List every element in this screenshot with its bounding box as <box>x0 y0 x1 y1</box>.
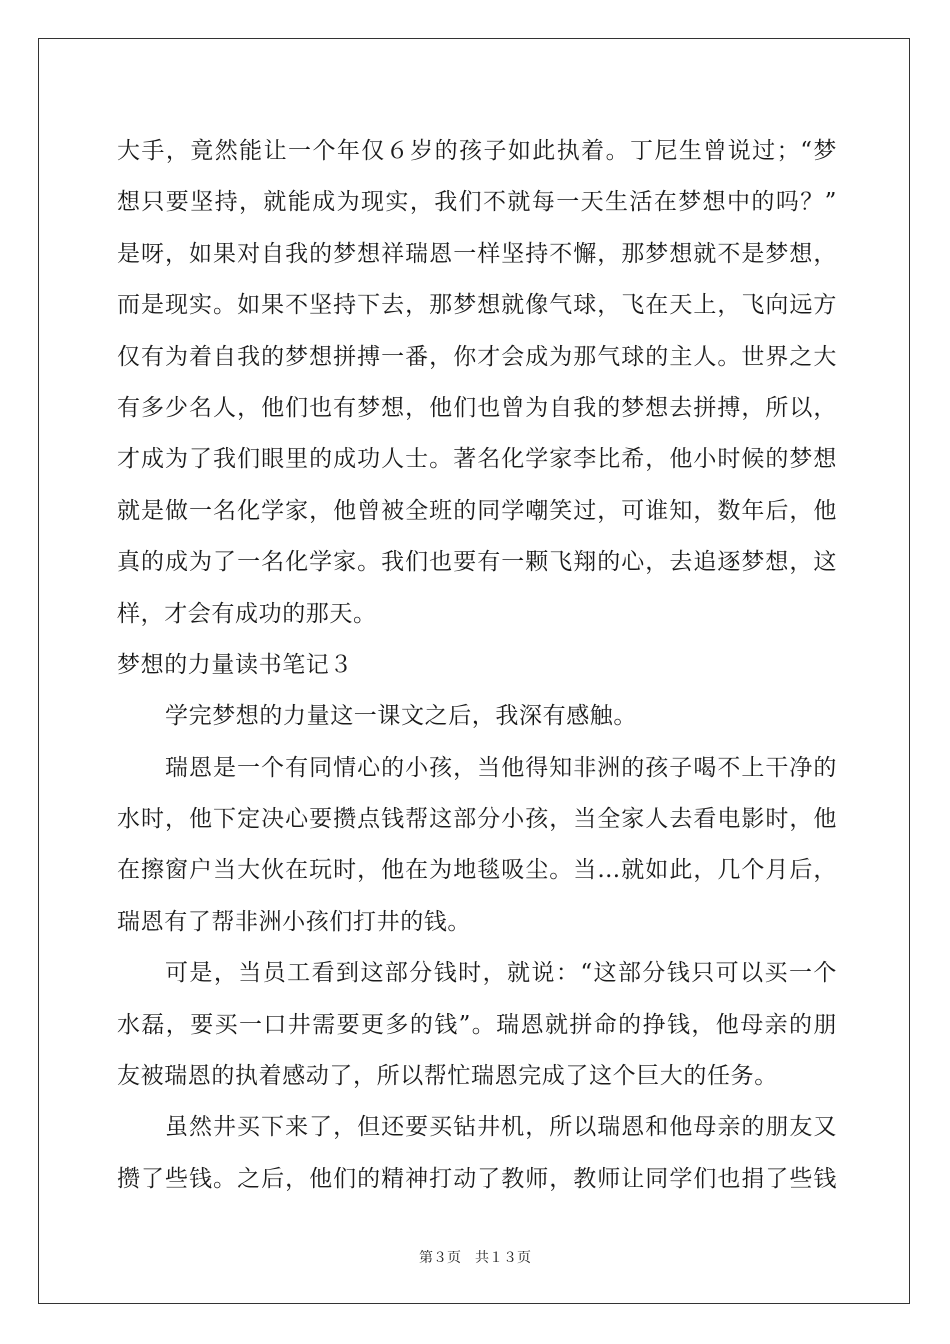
section-heading: 梦想的力量读书笔记３ <box>117 651 353 678</box>
text-line: 样，才会有成功的那天。 <box>117 600 377 627</box>
paragraph-first-line: 可是，当员工看到这部分钱时，就说：“这部分钱只可以买一个 <box>165 960 837 987</box>
text-line: 就是做一名化学家，他曾被全班的同学嘲笑过，可谁知，数年后，他 <box>117 497 837 524</box>
text-line: 而是现实。如果不坚持下去，那梦想就像气球，飞在天上，飞向远方 <box>117 292 837 319</box>
document-body <box>117 126 837 1205</box>
text-line: 在擦窗户当大伙在玩时，他在为地毯吸尘。当…就如此，几个月后， <box>117 857 837 884</box>
page-footer <box>0 1247 950 1267</box>
text-line: 水时，他下定决心要攒点钱帮这部分小孩，当全家人去看电影时，他 <box>117 806 837 833</box>
text-line: 真的成为了一名化学家。我们也要有一颗飞翔的心，去追逐梦想，这 <box>117 549 837 576</box>
text-line: 仅有为着自我的梦想拼搏一番，你才会成为那气球的主人。世界之大 <box>117 343 837 370</box>
text-line: 水磊，要买一口井需要更多的钱”。瑞恩就拼命的挣钱，他母亲的朋 <box>117 1011 837 1038</box>
text-line: 才成为了我们眼里的成功人士。著名化学家李比希，他小时候的梦想 <box>117 446 837 473</box>
text-line: 想只要坚持，就能成为现实，我们不就每一天生活在梦想中的吗？” <box>117 189 837 216</box>
text-line: 是呀，如果对自我的梦想祥瑞恩一样坚持不懈，那梦想就不是梦想， <box>117 240 837 267</box>
paragraph-first-line: 瑞恩是一个有同情心的小孩，当他得知非洲的孩子喝不上干净的 <box>165 754 837 781</box>
page-total: 共１３页 <box>475 1250 531 1266</box>
text-line: 友被瑞恩的执着感动了，所以帮忙瑞恩完成了这个巨大的任务。 <box>117 1063 778 1090</box>
paragraph-first-line: 学完梦想的力量这一课文之后，我深有感触。 <box>165 703 637 730</box>
page-number: 第３页 <box>419 1250 461 1266</box>
text-line: 有多少名人，他们也有梦想，他们也曾为自我的梦想去拼搏，所以， <box>117 394 837 421</box>
text-line: 大手，竟然能让一个年仅６岁的孩子如此执着。丁尼生曾说过；“梦 <box>117 138 837 164</box>
text-line: 瑞恩有了帮非洲小孩们打井的钱。 <box>117 908 471 935</box>
paragraph-first-line: 虽然井买下来了，但还要买钻井机，所以瑞恩和他母亲的朋友又 <box>165 1114 837 1141</box>
text-line: 攒了些钱。之后，他们的精神打动了教师，教师让同学们也捐了些钱 <box>117 1165 837 1192</box>
